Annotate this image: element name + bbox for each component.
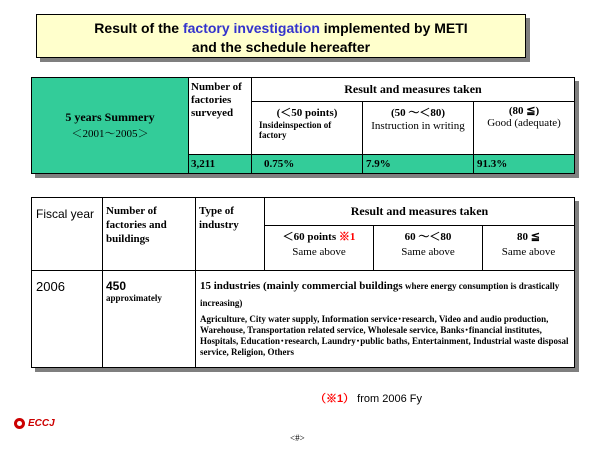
plan-sub2-a: 60 ～＜80 xyxy=(404,231,452,243)
page-number: <#> xyxy=(290,433,305,443)
col2-sub: Instruction in writing xyxy=(371,120,465,132)
col3-sub: Good (adequate) xyxy=(487,117,561,129)
logo-text: ECCJ xyxy=(28,418,55,429)
title-line2: and the schedule hereafter xyxy=(191,39,371,55)
title-part-b: implemented by METI xyxy=(319,20,468,36)
val-col3: 91.3% xyxy=(474,155,575,174)
row-industries-heading xyxy=(200,277,570,311)
number-header: Number of factories and buildings xyxy=(103,198,196,271)
plan-sub1-a: ＜60 points xyxy=(282,231,339,243)
plan-sub2-b: Same above xyxy=(401,246,455,258)
slide-title xyxy=(36,14,526,58)
row-number: 450 xyxy=(106,279,127,293)
footnote-text: from 2006 Fy xyxy=(354,393,422,405)
result-col3-header xyxy=(474,102,575,155)
summary-label-cell xyxy=(32,78,189,174)
plan-table xyxy=(31,197,575,368)
plan-sub1 xyxy=(265,226,374,271)
row-number-note: approximately xyxy=(106,293,162,303)
plan-sub3 xyxy=(483,226,575,271)
col1-head: (＜50 points) xyxy=(276,107,338,119)
eccj-logo xyxy=(14,418,55,429)
eccj-logo-icon xyxy=(14,418,25,429)
plan-sub1-b: Same above xyxy=(292,246,346,258)
row-number-cell xyxy=(103,271,196,368)
result-col2-header xyxy=(363,102,474,155)
col2-head: (50 ～＜80) xyxy=(390,107,446,119)
plan-result-header: Result and measures taken xyxy=(265,198,575,226)
year-header: Fiscal year xyxy=(32,198,103,271)
plan-sub3-b: Same above xyxy=(501,246,556,258)
row-industries-cell xyxy=(196,271,575,368)
val-col1: 0.75% xyxy=(252,155,363,174)
val-factories: 3,211 xyxy=(189,155,252,174)
title-part-a: Result of the xyxy=(94,20,183,36)
factories-header: Number of factories surveyed xyxy=(189,78,252,155)
row-year: 2006 xyxy=(32,271,103,368)
row-industries-big: 15 industries (mainly commercial buildings xyxy=(200,280,403,292)
footnote xyxy=(315,390,422,406)
summary-label: 5 years Summery xyxy=(65,110,155,124)
summary-period: ＜2001～2005＞ xyxy=(71,128,149,140)
plan-sub3-a: 80 ≦ xyxy=(517,231,540,243)
row-industries-list: Agriculture, City water supply, Information service･research, Video and audio production, Warehouse, Transportation related service, Wholesale service, Banks･financial institutes, Hospitals, Education･research, Laundry･public baths, Entertainment, Industrial waste disposal service, Religion, Others xyxy=(200,314,569,357)
col1-sub: Insideinspection of factory xyxy=(259,120,332,140)
footnote-ref-1: ※1 xyxy=(338,231,356,243)
val-col2: 7.9% xyxy=(363,155,474,174)
row-industries-small: where energy consumption is drastically increasing) xyxy=(200,281,560,308)
col3-head: (80 ≦) xyxy=(508,105,540,117)
plan-sub2 xyxy=(374,226,483,271)
footnote-mark: （※1） xyxy=(315,393,355,405)
summary-table xyxy=(31,77,575,174)
type-header: Type of industry xyxy=(196,198,265,271)
title-highlight: factory investigation xyxy=(182,20,320,36)
result-col1-header xyxy=(252,102,363,155)
result-header: Result and measures taken xyxy=(252,78,575,102)
